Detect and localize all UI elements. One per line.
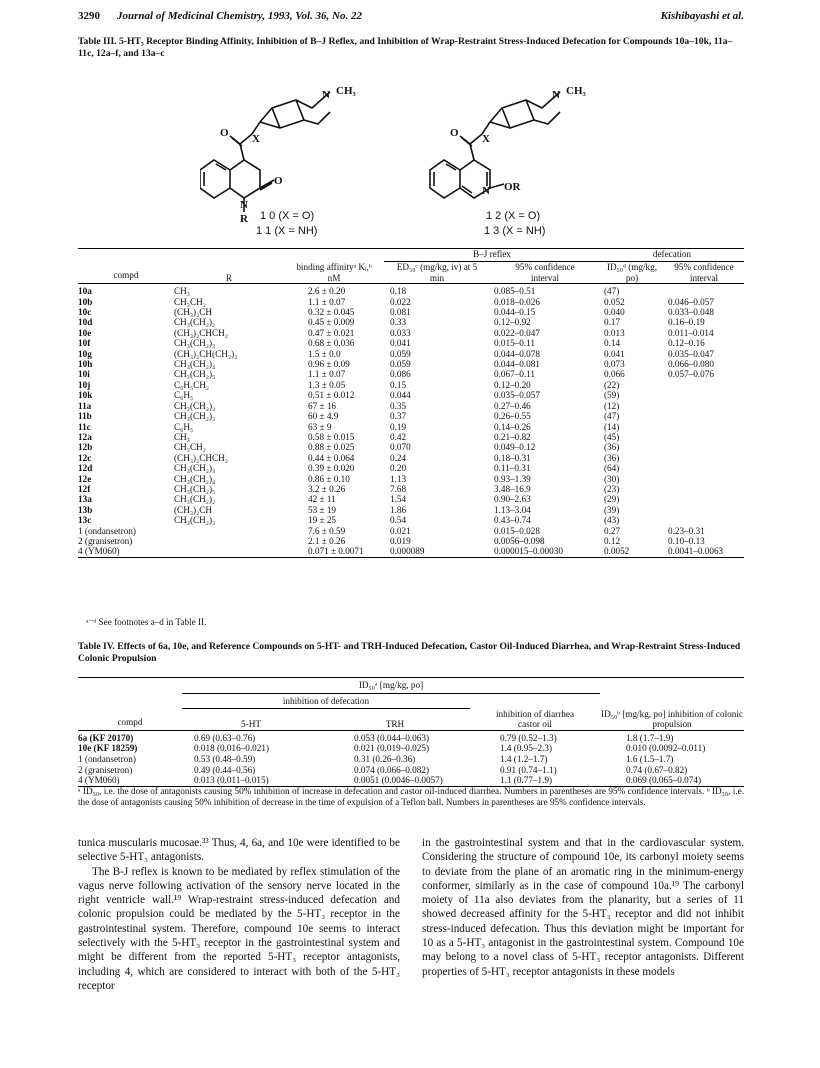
table4-cell-5ht: 0.018 (0.016–0.021) (194, 743, 270, 754)
table3-cell-ci-def: 0.046–0.057 (668, 296, 714, 307)
table3-cell-ci-bj: 0.21–0.82 (494, 431, 531, 442)
table3-cell-ci-def: 0.057–0.076 (668, 369, 714, 380)
table3-cell-ci-bj: 0.044–0.15 (494, 307, 536, 318)
table3-cell-ed50: 1.86 (390, 504, 407, 515)
table3-row (78, 359, 744, 369)
table4-col-trh: TRH (320, 709, 470, 731)
table3-cell-compd: 10g (78, 348, 92, 359)
table3-cell-id50: 0.073 (604, 359, 625, 370)
table3-cell-binding: 19 ± 25 (308, 515, 337, 526)
table3-cell-ci-def: 0.011–0.014 (668, 327, 714, 338)
table3-cell-ed50: 0.041 (390, 338, 411, 349)
table3-cell-ci-bj: 3.48–16.9 (494, 483, 531, 494)
table3-cell-ci-bj: 0.14–0.26 (494, 421, 531, 432)
table3-row (78, 284, 744, 297)
table3-label: Table III. (78, 36, 117, 47)
table3-caption-text: 5-HT₃ Receptor Binding Affinity, Inhibition of B–J Reflex, and Inhibition of Wrap-Restraint Stress-Induced Defecation for Compounds 10a–10k, 11a–11c, 12a–f, and 13a–c (78, 36, 733, 59)
table3-cell-ed50: 0.059 (390, 348, 411, 359)
table3-cell-ed50: 0.000089 (384, 546, 490, 557)
table4-cell-colonic: 1.6 (1.5–1.7) (626, 754, 674, 765)
structure-right-o1: O (450, 127, 459, 139)
table3-cell-binding: 0.96 ± 0.09 (308, 359, 350, 370)
table3-cell-ci-bj: 0.035–0.057 (494, 390, 540, 401)
table4-col-5ht: 5-HT (182, 709, 320, 731)
table3-cell-ci-bj: 0.085–0.51 (494, 286, 536, 297)
table3-cell-ed50: 0.19 (390, 421, 407, 432)
table3-cell-compd: 12c (78, 452, 92, 463)
table4-cell-colonic: 1.8 (1.7–1.9) (626, 732, 674, 743)
table3-cell-compd: 2 (granisetron) (78, 535, 133, 546)
table3-col-binding: binding affinityᵃ Kᵢ,ᵇ nM (284, 262, 384, 284)
table3-row (78, 328, 744, 338)
table3-cell-ci-bj: 0.12–0.92 (494, 317, 531, 328)
table3-cell-ci-def: 0.12–0.16 (668, 338, 705, 349)
table3-cell-ci-bj: 0.43–0.74 (494, 515, 531, 526)
chemical-structures-figure (200, 62, 620, 242)
table4-top-header: ID₅₀ᵃ [mg/kg, po] (182, 678, 600, 694)
table3-cell-compd: 11a (78, 400, 92, 411)
table3-cell-id50: (29) (604, 494, 620, 505)
table3-cell-r: CH₃CH₂ (174, 442, 206, 453)
structure-right-or: OR (504, 181, 521, 193)
table3-group-header-row (78, 249, 744, 262)
journal-citation: Journal of Medicinal Chemistry, 1993, Vol. 36, No. 22 (117, 10, 362, 22)
table3-cell-ed50: 0.022 (390, 296, 411, 307)
table3-cell-binding: 1.1 ± 0.07 (308, 369, 346, 380)
table3-row (78, 515, 744, 525)
table3-cell-r: (CH₃)₂CH (174, 307, 213, 318)
table3-cell-r: CH₃(CH₂)₅ (174, 369, 216, 380)
table3-caption (78, 36, 743, 59)
table3-cell-ed50: 0.019 (390, 535, 411, 546)
table3-cell-ed50: 1.54 (390, 494, 407, 505)
table4-sub-header-row (78, 693, 744, 709)
table3-cell-ci-bj: 0.12–0.20 (494, 379, 531, 390)
table3-row (78, 422, 744, 432)
table3-cell-compd: 1 (ondansetron) (78, 525, 136, 536)
table3-cell-ed50: 0.081 (390, 307, 411, 318)
table3-col-ci-bj: 95% confidence interval (490, 262, 600, 284)
table3-cell-binding: 60 ± 4.9 (308, 411, 339, 422)
table3-cell-id50: 0.066 (604, 369, 625, 380)
table3-cell-ci-def: 0.066–0.080 (668, 359, 714, 370)
table3-cell-r: C₆H₅ (174, 421, 194, 432)
table3-cell-ed50: 1.13 (390, 473, 407, 484)
table3-cell-ci-bj: 0.018–0.026 (494, 296, 540, 307)
table3-cell-r: CH₃CH₂ (174, 296, 206, 307)
table3-cell-r: CH₃(CH₂)₂ (174, 494, 216, 505)
table3-col-compd: compd (78, 262, 174, 284)
table3-row (78, 442, 744, 452)
table3-cell-ci-def (664, 432, 744, 442)
table3-cell-r: CH₃(CH₂)₅ (174, 483, 216, 494)
structure-left-n: N (240, 199, 248, 211)
table3-cell-binding: 53 ± 19 (308, 504, 337, 515)
table3-cell-ed50: 0.15 (390, 379, 407, 390)
table3-cell-id50: (47) (604, 286, 620, 297)
table3-cell-binding: 2.1 ± 0.26 (308, 535, 346, 546)
table3-cell-binding: 0.58 ± 0.015 (308, 431, 355, 442)
running-authors: Kishibayashi et al. (660, 10, 744, 22)
table3-cell-compd: 12f (78, 483, 91, 494)
table3-col-r: R (174, 262, 284, 284)
table3-cell-id50: 0.14 (604, 338, 621, 349)
table3-cell-binding: 0.86 ± 0.10 (308, 473, 350, 484)
table3-cell-ed50: 0.070 (390, 442, 411, 453)
table3-cell-r: (CH₃)₂CH (174, 504, 213, 515)
table3-row (78, 546, 744, 557)
table3-cell-r: (CH₃)₂CH(CH₂)₂ (174, 348, 238, 359)
table3-cell-ed50: 7.68 (390, 483, 407, 494)
structure-right-ch3: CH₃ (566, 85, 586, 97)
table3-cell-id50: 0.27 (604, 525, 621, 536)
table3-cell-id50: (12) (604, 400, 620, 411)
table3-cell-ed50: 0.33 (390, 317, 407, 328)
table3-cell-r: CH₃(CH₂)₃ (174, 463, 216, 474)
body-left-para-1: tunica muscularis mucosae.³³ Thus, 4, 6a, and 10e were identified to be selective 5-HT₃ antagonists. (78, 837, 400, 864)
table3-cell-compd: 10k (78, 390, 93, 401)
table3-cell-binding: 67 ± 16 (308, 400, 337, 411)
table3-cell-binding: 0.45 ± 0.009 (308, 317, 355, 328)
table3-cell-id50: 0.041 (604, 348, 625, 359)
table3-group-bj: B–J reflex (384, 249, 600, 262)
structure-right-label-13: 1 3 (X = NH) (484, 225, 546, 237)
structure-right-n-methyl: N (552, 89, 560, 101)
table3-cell-ci-def: 0.23–0.31 (668, 525, 705, 536)
table3-cell-compd: 10e (78, 327, 92, 338)
table3-cell-ed50: 0.044 (390, 390, 411, 401)
structure-left-o1: O (220, 127, 229, 139)
table3-cell-compd: 11b (78, 411, 92, 422)
table3-row (78, 453, 744, 463)
table3-cell-compd: 10d (78, 317, 93, 328)
table4-footnote: ᵃ ID₅₀, i.e. the dose of antagonists causing 50% inhibition of increase in defecation and castor oil-induced diarrhea. Numbers in parentheses are 95% confidence intervals. ᵇ ID₅₀, i.e. the dose of antagonists causing 50% inhibition of decrease in the time of expulsion of a Teflon ball. Numbers in parentheses are 95% confidence intervals. (78, 786, 744, 807)
table3-row (78, 369, 744, 379)
table3-cell-r (174, 546, 284, 557)
table3-cell-binding: 42 ± 11 (308, 494, 336, 505)
page-number: 3290 (78, 10, 100, 22)
table3-cell-r: CH₃(CH₂)₃ (174, 515, 216, 526)
table4-row (78, 765, 744, 776)
table3-cell-binding: 7.6 ± 0.59 (308, 525, 346, 536)
table4-cell-trh: 0.053 (0.044–0.063) (354, 732, 430, 743)
table4-cell-5ht: 0.53 (0.48–0.59) (194, 754, 256, 765)
table3-cell-ci-def (664, 390, 744, 400)
table3-cell-r: CH₃ (174, 431, 190, 442)
table3-cell-ci-bj: 0.015–0.028 (494, 525, 540, 536)
table3-cell-ci-def (664, 505, 744, 515)
table3-cell-ed50: 0.18 (390, 286, 407, 297)
table4-cell-diarrhea: 0.91 (0.74–1.1) (500, 764, 557, 775)
table4-top-header-row (78, 678, 744, 694)
structure-left-n-methyl: N (322, 89, 330, 101)
table3-cell-ed50: 0.24 (390, 452, 407, 463)
table3-cell-compd: 10i (78, 369, 90, 380)
table3-cell-binding: 0.44 ± 0.064 (308, 452, 355, 463)
table4-cell-diarrhea: 1.1 (0.77–1.9) (470, 775, 600, 786)
table3-cell-compd: 10b (78, 296, 93, 307)
table3-row (78, 463, 744, 473)
table3-cell-ed50: 0.059 (390, 359, 411, 370)
structure-right-label-12: 1 2 (X = O) (486, 210, 541, 222)
table3-cell-compd: 11c (78, 421, 91, 432)
table3-cell-ci-def (664, 442, 744, 452)
table3-row (78, 307, 744, 317)
table4-cell-colonic: 0.010 (0.0092–0.011) (626, 743, 706, 754)
table3-cell-ci-def: 0.10–0.13 (668, 535, 705, 546)
table4-cell-5ht: 0.013 (0.011–0.015) (182, 775, 320, 786)
table4-caption (78, 641, 743, 664)
table4-cell-diarrhea: 1.4 (1.2–1.7) (500, 754, 548, 765)
table3-cell-ci-bj: 0.000015–0.00030 (490, 546, 600, 557)
table3-cell-compd: 12b (78, 442, 93, 453)
table3-cell-id50: (64) (604, 463, 620, 474)
table4-cell-trh: 0.074 (0.066–0.082) (354, 764, 430, 775)
table3-cell-binding: 0.32 ± 0.045 (308, 307, 355, 318)
table3-row (78, 401, 744, 411)
table3-cell-ci-bj: 0.044–0.078 (494, 348, 540, 359)
table3-cell-binding: 1.5 ± 0.0 (308, 348, 341, 359)
table3-cell-ci-bj: 0.015–0.11 (494, 338, 536, 349)
table3-cell-id50: (47) (604, 411, 620, 422)
table3-cell-compd: 10h (78, 359, 93, 370)
table3-cell-id50: (23) (604, 483, 620, 494)
table4-cell-compd: 4 (YM060) (78, 775, 182, 786)
table4-cell-compd: 6a (KF 20170) (78, 732, 134, 743)
structure-left-x: X (252, 133, 260, 145)
table3-cell-id50: (36) (604, 442, 620, 453)
table3-cell-id50: (45) (604, 431, 620, 442)
table4-body (78, 730, 744, 786)
table3-cell-ci-def: 0.16–0.19 (668, 317, 705, 328)
table4 (78, 677, 744, 787)
table4-cell-trh: 0.021 (0.019–0.025) (354, 743, 430, 754)
structure-left-label-11: 1 1 (X = NH) (256, 225, 318, 237)
table3-cell-compd: 10j (78, 379, 91, 390)
table3-cell-compd: 12e (78, 473, 92, 484)
table3-cell-id50: 0.12 (604, 535, 621, 546)
table4-sub-header: inhibition of defecation (182, 693, 470, 709)
table4-cell-diarrhea: 0.79 (0.52–1.3) (500, 732, 557, 743)
table3-cell-id50: 0.17 (604, 317, 621, 328)
body-right-column (422, 836, 744, 979)
table3-cell-ci-bj: 0.022–0.047 (494, 327, 540, 338)
table3-cell-ed50: 0.20 (390, 463, 407, 474)
table3-column-header-row (78, 262, 744, 284)
structure-left-ch3: CH₃ (336, 85, 356, 97)
table3-row (78, 380, 744, 390)
table3-cell-ed50: 0.54 (390, 515, 407, 526)
table3-cell-id50: (43) (604, 515, 620, 526)
table3-footnote: ᵃ⁻ᵈ See footnotes a–d in Table II. (86, 617, 207, 627)
table3-cell-ci-def (664, 380, 744, 390)
table3-cell-ci-def (664, 515, 744, 525)
table4-column-header-row (78, 709, 744, 731)
table3-cell-r: CH₃(CH₂)₃ (174, 338, 216, 349)
table3-col-ed50: ED₅₀ᶜ (mg/kg, iv) at 5 min (384, 262, 490, 284)
table3-cell-r: CH₃(CH₂)₂ (174, 400, 216, 411)
table4-col-compd: compd (78, 709, 182, 731)
table4-cell-diarrhea: 1.4 (0.95–2.3) (500, 743, 553, 754)
table3-cell-id50: 0.052 (604, 296, 625, 307)
table3-col-ci-def: 95% confidence interval (664, 262, 744, 284)
table3-cell-ci-bj: 0.18–0.31 (494, 452, 531, 463)
table3-row (78, 505, 744, 515)
table3-cell-r (174, 536, 284, 546)
table3-cell-ci-bj: 0.067–0.11 (494, 369, 536, 380)
table3-cell-ci-def (664, 422, 744, 432)
structure-right-x: X (482, 133, 490, 145)
table4-cell-trh: 0.31 (0.26–0.36) (354, 754, 416, 765)
table3-cell-ci-bj: 0.049–0.12 (494, 442, 536, 453)
table3-cell-ed50: 0.37 (390, 411, 407, 422)
table3-row (78, 474, 744, 484)
table4-cell-compd: 1 (ondansetron) (78, 754, 136, 765)
table3-cell-ci-bj: 0.26–0.55 (494, 411, 531, 422)
table4-caption-text: Effects of 6a, 10e, and Reference Compounds on 5-HT- and TRH-Induced Defecation, Castor Oil-Induced Diarrhea, and Wrap-Restraint Stress-Induced Colonic Propulsion (78, 641, 741, 664)
table3-cell-r: (CH₃)₂CHCH₂ (174, 452, 229, 463)
table4-col-diarrhea: inhibition of diarrhea castor oil (470, 709, 600, 731)
table4-cell-5ht: 0.49 (0.44–0.56) (194, 764, 256, 775)
table3-row (78, 494, 744, 504)
table3-cell-ci-bj: 0.0056–0.098 (494, 535, 545, 546)
table3-cell-ed50: 0.021 (390, 525, 411, 536)
table3-cell-ed50: 0.033 (390, 327, 411, 338)
table3-cell-binding: 1.3 ± 0.05 (308, 379, 346, 390)
table3-cell-binding: 0.88 ± 0.025 (308, 442, 355, 453)
table3-cell-ci-bj: 0.11–0.31 (494, 463, 531, 474)
table3-row (78, 536, 744, 546)
table3-row (78, 390, 744, 400)
table3-cell-binding: 0.51 ± 0.012 (308, 390, 355, 401)
table3-cell-r: CH₃(CH₂)₄ (174, 359, 216, 370)
table4-cell-trh: 0.0051 (0.0046–0.0057) (320, 775, 470, 786)
table3-cell-ci-def (664, 284, 744, 297)
table3-cell-ci-bj: 1.13–3.04 (494, 504, 531, 515)
table3-row (78, 349, 744, 359)
table3-cell-compd: 12a (78, 431, 92, 442)
table3-row (78, 317, 744, 327)
table4-col-colonic: ID₅₀ᵇ [mg/kg, po] inhibition of colonic propulsion (601, 708, 743, 730)
table3-cell-compd: 10a (78, 286, 92, 297)
table3 (78, 248, 744, 558)
table3-cell-r: CH₃(CH₂)₃ (174, 411, 216, 422)
table3-cell-ci-def (664, 463, 744, 473)
table3-col-id50: ID₅₀ᵈ (mg/kg, po) (600, 262, 664, 284)
structure-left-o2: O (274, 175, 283, 187)
table3-row (78, 526, 744, 536)
table3-cell-ci-def (664, 401, 744, 411)
table3-cell-binding: 0.39 ± 0.020 (308, 463, 355, 474)
table4-cell-colonic: 0.74 (0.67–0.82) (626, 764, 688, 775)
table3-cell-r (174, 526, 284, 536)
table3-cell-compd: 13a (78, 494, 92, 505)
table4-cell-colonic: 0.069 (0.065–0.074) (600, 775, 744, 786)
table3-cell-ci-def (664, 453, 744, 463)
table3-cell-ed50: 0.35 (390, 400, 407, 411)
table3-cell-r: (CH₃)₂CHCH₂ (174, 327, 229, 338)
table3-cell-ci-def (664, 494, 744, 504)
table3-cell-ci-def: 0.035–0.047 (668, 348, 714, 359)
table3-row (78, 484, 744, 494)
table3-cell-ci-def: 0.0041–0.0063 (664, 546, 744, 557)
table3-cell-compd: 12d (78, 463, 93, 474)
body-left-column (78, 836, 400, 993)
table4-cell-5ht: 0.69 (0.63–0.76) (194, 732, 256, 743)
table3-cell-compd: 4 (YM060) (78, 546, 174, 557)
table3-cell-ci-def (664, 484, 744, 494)
table3-cell-ci-def: 0.033–0.048 (668, 307, 714, 318)
table3-cell-ed50: 0.42 (390, 431, 407, 442)
table3-cell-r: CH₃(CH₂)₄ (174, 473, 216, 484)
table3-cell-compd: 13b (78, 504, 93, 515)
table3-cell-binding: 1.1 ± 0.07 (308, 296, 346, 307)
structure-12-13-drawing (430, 92, 560, 198)
table4-row (78, 754, 744, 765)
structure-left-r: R (240, 213, 248, 225)
table3-cell-id50: (30) (604, 473, 620, 484)
table3-cell-id50: (14) (604, 421, 620, 432)
table3-cell-binding: 0.68 ± 0.036 (308, 338, 355, 349)
table3-cell-r: C₆H₅CH₂ (174, 379, 210, 390)
structure-right-n: N (482, 185, 490, 197)
table4-row (78, 775, 744, 786)
table3-cell-binding: 0.47 ± 0.021 (308, 327, 355, 338)
table3-cell-ci-bj: 0.90–2.63 (494, 494, 531, 505)
table4-row (78, 730, 744, 743)
table3-cell-binding: 63 ± 9 (308, 421, 332, 432)
table3-cell-id50: 0.040 (604, 307, 625, 318)
table3-cell-id50: 0.0052 (600, 546, 664, 557)
table3-cell-ci-bj: 0.27–0.46 (494, 400, 531, 411)
table3-cell-r: C₆H₅ (174, 390, 194, 401)
table4-cell-compd: 2 (granisetron) (78, 764, 133, 775)
table3-cell-r: CH₃ (174, 286, 190, 297)
table3-row (78, 432, 744, 442)
table3-row (78, 338, 744, 348)
table3-cell-binding: 0.071 ± 0.0071 (284, 546, 384, 557)
table3-cell-id50: (36) (604, 452, 620, 463)
table3-row (78, 297, 744, 307)
table3-cell-binding: 2.6 ± 0.20 (308, 286, 346, 297)
table3-row (78, 411, 744, 421)
body-left-para-2: The B-J reflex is known to be mediated by reflex stimulation of the vagus nerve following activation of the sensory nerve located in the right ventricle wall.¹⁹ Wrap-restraint stress-induced defecation and colonic propulsion could be mediated by the 5-HT₃ receptor in the gastrointestinal system. Therefore, compound 10e seems to interact selectively with the 5-HT₃ receptor in the gastrointestinal system and might be different from the reported 5-HT₃ receptor antagonists, including 4, which are considered to interact with both of the 5-HT₃ receptor (78, 865, 400, 992)
table4-label: Table IV. (78, 641, 115, 652)
table4-cell-compd: 10e (KF 18259) (78, 743, 138, 754)
table3-cell-compd: 13c (78, 515, 92, 526)
table3-cell-ci-def (664, 474, 744, 484)
table3-body (78, 284, 744, 558)
structure-left-label-10: 1 0 (X = O) (260, 210, 315, 222)
table3-cell-id50: (39) (604, 504, 620, 515)
table3-cell-r: CH₃(CH₂)₂ (174, 317, 216, 328)
table3-cell-id50: (59) (604, 390, 620, 401)
table3-cell-ed50: 0.086 (390, 369, 411, 380)
table3-cell-id50: 0.013 (604, 327, 625, 338)
table3-cell-id50: (22) (604, 379, 620, 390)
table3-cell-ci-bj: 0.044–0.081 (494, 359, 540, 370)
table3-cell-binding: 3.2 ± 0.26 (308, 483, 346, 494)
body-right-para-1: in the gastrointestinal system and that in the cardiovascular system. Considering the structure of compound 10e, its carbonyl moiety seems to deviate from the plane of an aromatic ring in the minimum-energy conformer, similarly as in the case of compound 10a.¹⁹ The carbonyl moiety of 11a also deviates from the planarity, but a series of 11 showed decreased affinity for the 5-HT₃ receptor and did not inhibit stress-induced defecation. Thus this deviation might be important for 10 as a 5-HT₃ antagonist in the gastrointestinal system. Compound 10e may belong to a novel class of 5-HT₃ receptor antagonists. Different properties of 5-HT₃ receptor antagonists in these models (422, 837, 744, 978)
table4-row (78, 743, 744, 754)
table3-cell-compd: 10f (78, 338, 91, 349)
table3-cell-compd: 10c (78, 307, 92, 318)
table3-cell-ci-def (664, 411, 744, 421)
structure-10-11-drawing (200, 92, 330, 212)
table3-cell-ci-bj: 0.93–1.39 (494, 473, 531, 484)
table3-group-defecation: defecation (600, 249, 744, 262)
